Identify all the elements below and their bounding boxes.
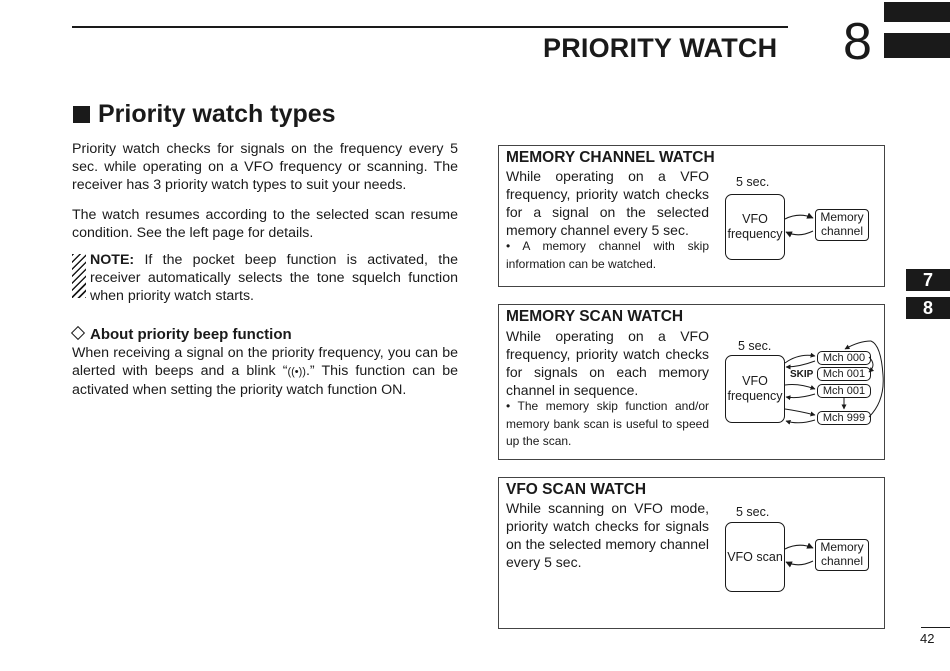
memory-scan-watch-panel xyxy=(498,304,885,460)
beep-text-1: When receiving a signal on the priority frequency, you can be alerted with beeps and a blink “ xyxy=(72,345,458,379)
memory-channel-001: Mch 001 xyxy=(817,384,871,398)
subsection-title-text: About priority beep function xyxy=(90,326,292,343)
interval-label: 5 sec. xyxy=(738,339,772,353)
diamond-bullet-icon xyxy=(71,326,85,340)
footer-rule xyxy=(921,627,950,628)
memory-channel-001-skip: Mch 001 xyxy=(817,367,871,381)
side-tab-7[interactable]: 7 xyxy=(906,269,950,291)
page-number: 42 xyxy=(920,631,935,646)
vfo-scan-arrows xyxy=(499,478,884,628)
note-label: NOTE: xyxy=(90,252,135,268)
beep-text-2: .” This function can be activated when setting the priority watch function ON. xyxy=(72,363,459,398)
memory-channel-000: Mch 000 xyxy=(817,351,871,365)
panel-description: While operating on a VFO frequency, priority watch checks for a signal on the selected memory channel every 5 sec. xyxy=(506,168,709,238)
side-tab-8[interactable]: 8 xyxy=(906,297,950,319)
header-rule xyxy=(72,26,788,28)
memory-channel-watch-panel xyxy=(498,145,885,287)
blink-icon: ((•)) xyxy=(287,366,306,378)
memory-channel-box: Memory channel xyxy=(815,209,869,241)
subsection-title xyxy=(70,326,292,343)
panel-title: MEMORY CHANNEL WATCH xyxy=(506,149,715,166)
beep-paragraph xyxy=(72,344,458,399)
interval-label: 5 sec. xyxy=(736,505,770,519)
vfo-scan-watch-panel xyxy=(498,477,885,629)
para-1: Priority watch checks for signals on the frequency every 5 sec. while operating on a VFO frequency or scanning. The receiver has 3 priority watch types to suit your needs. xyxy=(72,141,458,193)
para-2: The watch resumes according to the selected scan resume condition. See the left page for details. xyxy=(72,207,458,241)
section-title-text: Priority watch types xyxy=(98,100,336,128)
chapter-marker-bottom xyxy=(884,33,950,58)
square-bullet-icon xyxy=(73,106,90,123)
panel-description: While operating on a VFO frequency, priority watch checks for signals on each memory channel in sequence. xyxy=(506,328,709,398)
panel-bullet: • A memory channel with skip information can be watched. xyxy=(506,239,709,271)
memory-channel-999: Mch 999 xyxy=(817,411,871,425)
scan-arrows xyxy=(499,305,884,459)
memory-channel-box: Memory channel xyxy=(815,539,869,571)
panel-title: VFO SCAN WATCH xyxy=(506,481,647,498)
chapter-marker-top xyxy=(884,2,950,22)
interval-label: 5 sec. xyxy=(736,175,770,189)
panel-title: MEMORY SCAN WATCH xyxy=(506,308,684,325)
note-block xyxy=(90,251,458,305)
vfo-scan-box: VFO scan xyxy=(725,522,785,592)
page-title: PRIORITY WATCH xyxy=(543,33,778,63)
intro-paragraph xyxy=(72,140,458,194)
resume-paragraph xyxy=(72,206,458,242)
panel-bullet: • The memory skip function and/or memory bank scan is useful to speed up the scan. xyxy=(506,399,709,448)
panel-description: While scanning on VFO mode, priority watch checks for signals on the selected memory channel every 5 sec. xyxy=(506,500,709,570)
note-hatch-icon xyxy=(72,254,86,298)
watch-arrows xyxy=(499,146,884,286)
note-text: If the pocket beep function is activated, the receiver automatically selects the tone squelch function when priority watch starts. xyxy=(90,252,458,304)
vfo-frequency-box: VFO frequency xyxy=(725,355,785,423)
vfo-frequency-box: VFO frequency xyxy=(725,194,785,260)
chapter-number: 8 xyxy=(843,13,872,71)
section-title xyxy=(73,100,336,129)
skip-label: SKIP xyxy=(790,369,814,380)
